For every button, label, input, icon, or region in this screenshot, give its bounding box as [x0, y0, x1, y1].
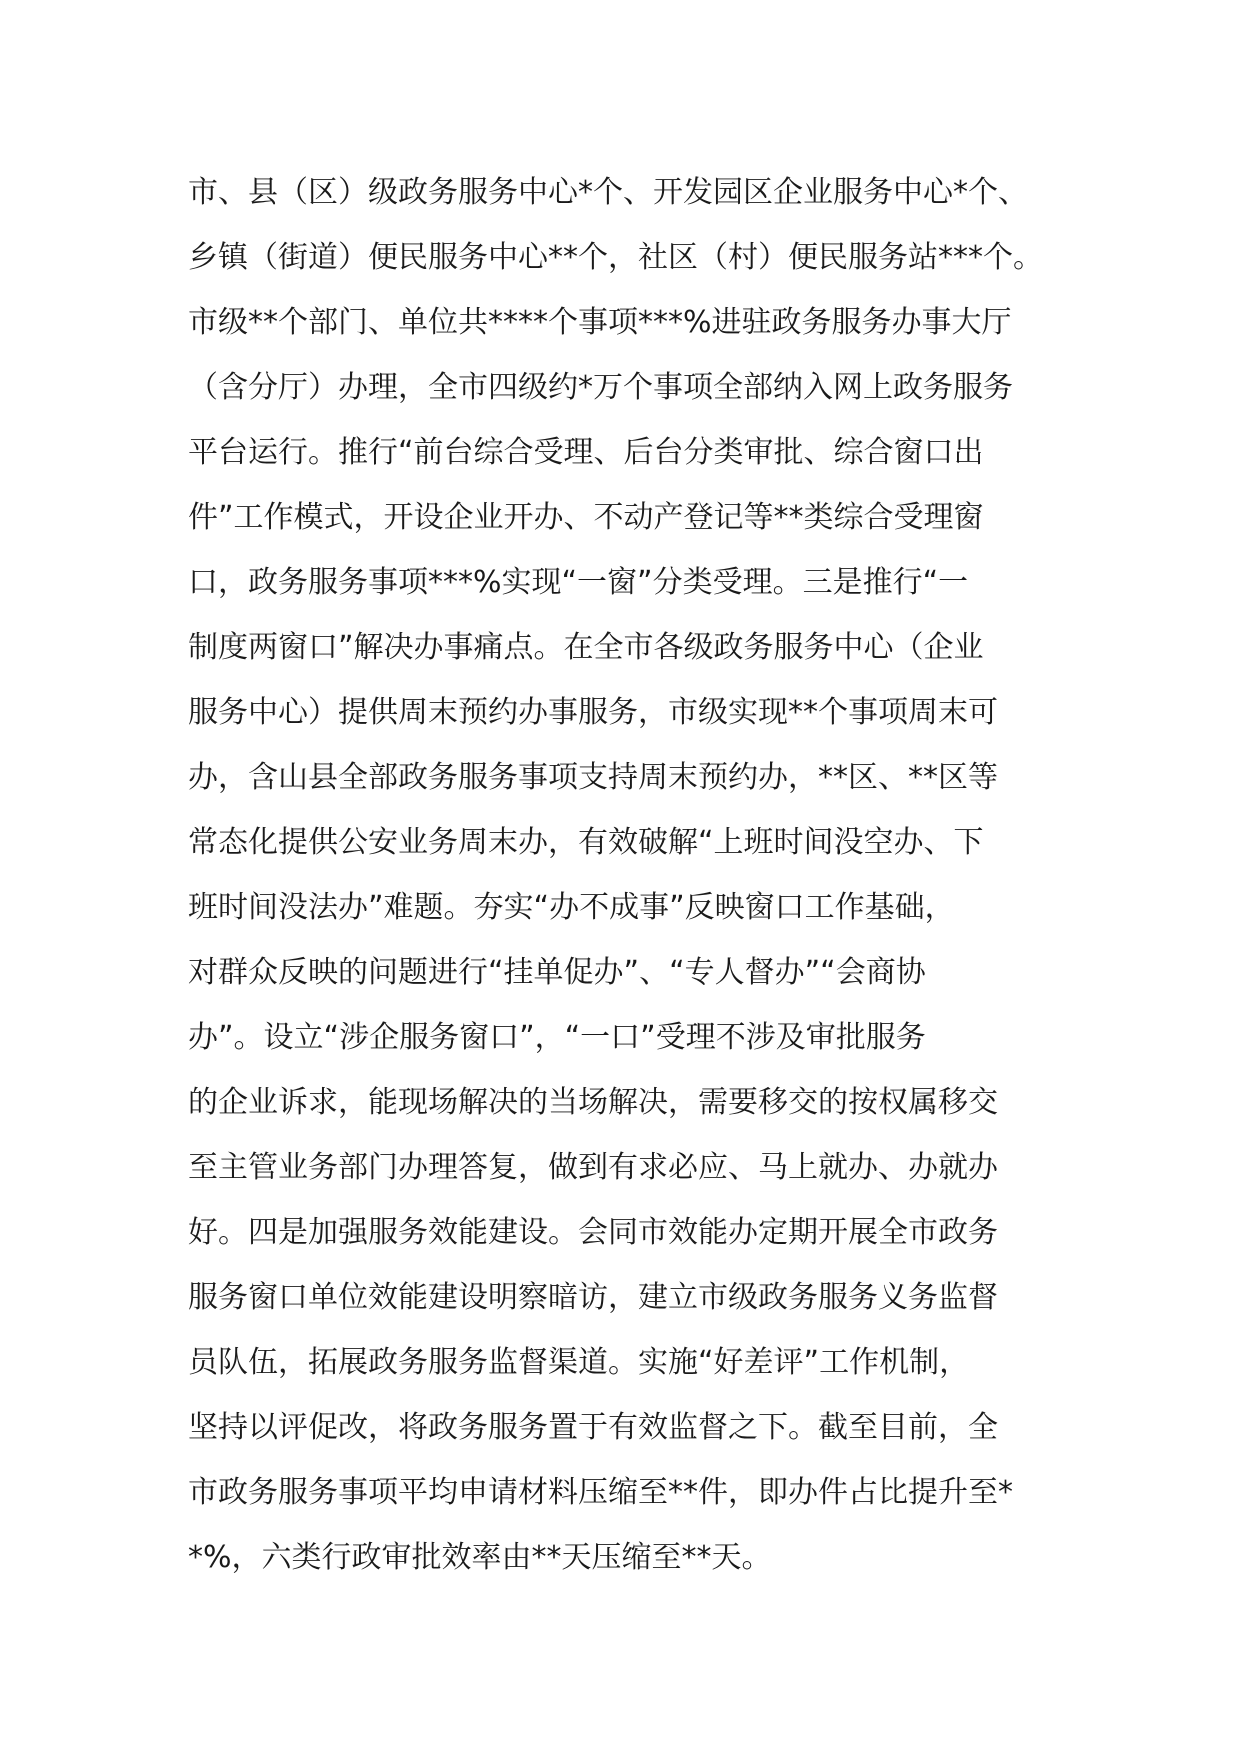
text-line-19: 员队伍，拓展政务服务监督渠道。实施“好差评”工作机制，	[188, 1345, 970, 1380]
text-line-18: 服务窗口单位效能建设明察暗访，建立市级政务服务义务监督	[188, 1280, 998, 1315]
text-line-5: 平台运行。推行“前台综合受理、后台分类审批、综合窗口出	[188, 435, 984, 470]
text-line-15: 的企业诉求，能现场解决的当场解决，需要移交的按权属移交	[188, 1085, 998, 1120]
text-line-8: 制度两窗口”解决办事痛点。在全市各级政务服务中心（企业	[188, 630, 984, 665]
text-line-2: 乡镇（街道）便民服务中心**个，社区（村）便民服务站***个。	[188, 240, 1043, 275]
text-line-14: 办”。设立“涉企服务窗口”，“一口”受理不涉及审批服务	[188, 1020, 926, 1055]
text-line-12: 班时间没法办”难题。夯实“办不成事”反映窗口工作基础，	[188, 890, 955, 925]
text-line-4: （含分厅）办理，全市四级约*万个事项全部纳入网上政务服务	[188, 370, 1013, 405]
text-line-3: 市级**个部门、单位共****个事项***%进驻政务服务办事大厅	[188, 305, 1012, 340]
text-line-22: *%，六类行政审批效率由**天压缩至**天。	[188, 1540, 772, 1575]
text-line-7: 口，政务服务事项***%实现“一窗”分类受理。三是推行“一	[188, 565, 969, 600]
text-line-6: 件”工作模式，开设企业开办、不动产登记等**类综合受理窗	[188, 500, 984, 535]
text-line-9: 服务中心）提供周末预约办事服务，市级实现**个事项周末可	[188, 695, 998, 730]
text-line-13: 对群众反映的问题进行“挂单促办”、“专人督办”“会商协	[188, 955, 926, 990]
text-line-1: 市、县（区）级政务服务中心*个、开发园区企业服务中心*个、	[188, 175, 1028, 210]
text-line-16: 至主管业务部门办理答复，做到有求必应、马上就办、办就办	[188, 1150, 998, 1185]
text-line-21: 市政务服务事项平均申请材料压缩至**件，即办件占比提升至*	[188, 1475, 1013, 1510]
text-line-17: 好。四是加强服务效能建设。会同市效能办定期开展全市政务	[188, 1215, 998, 1250]
text-line-11: 常态化提供公安业务周末办，有效破解“上班时间没空办、下	[188, 825, 984, 860]
text-line-20: 坚持以评促改，将政务服务置于有效监督之下。截至目前，全	[188, 1410, 998, 1445]
body-paragraph	[188, 160, 1088, 1590]
text-line-10: 办，含山县全部政务服务事项支持周末预约办，**区、**区等	[188, 760, 998, 795]
